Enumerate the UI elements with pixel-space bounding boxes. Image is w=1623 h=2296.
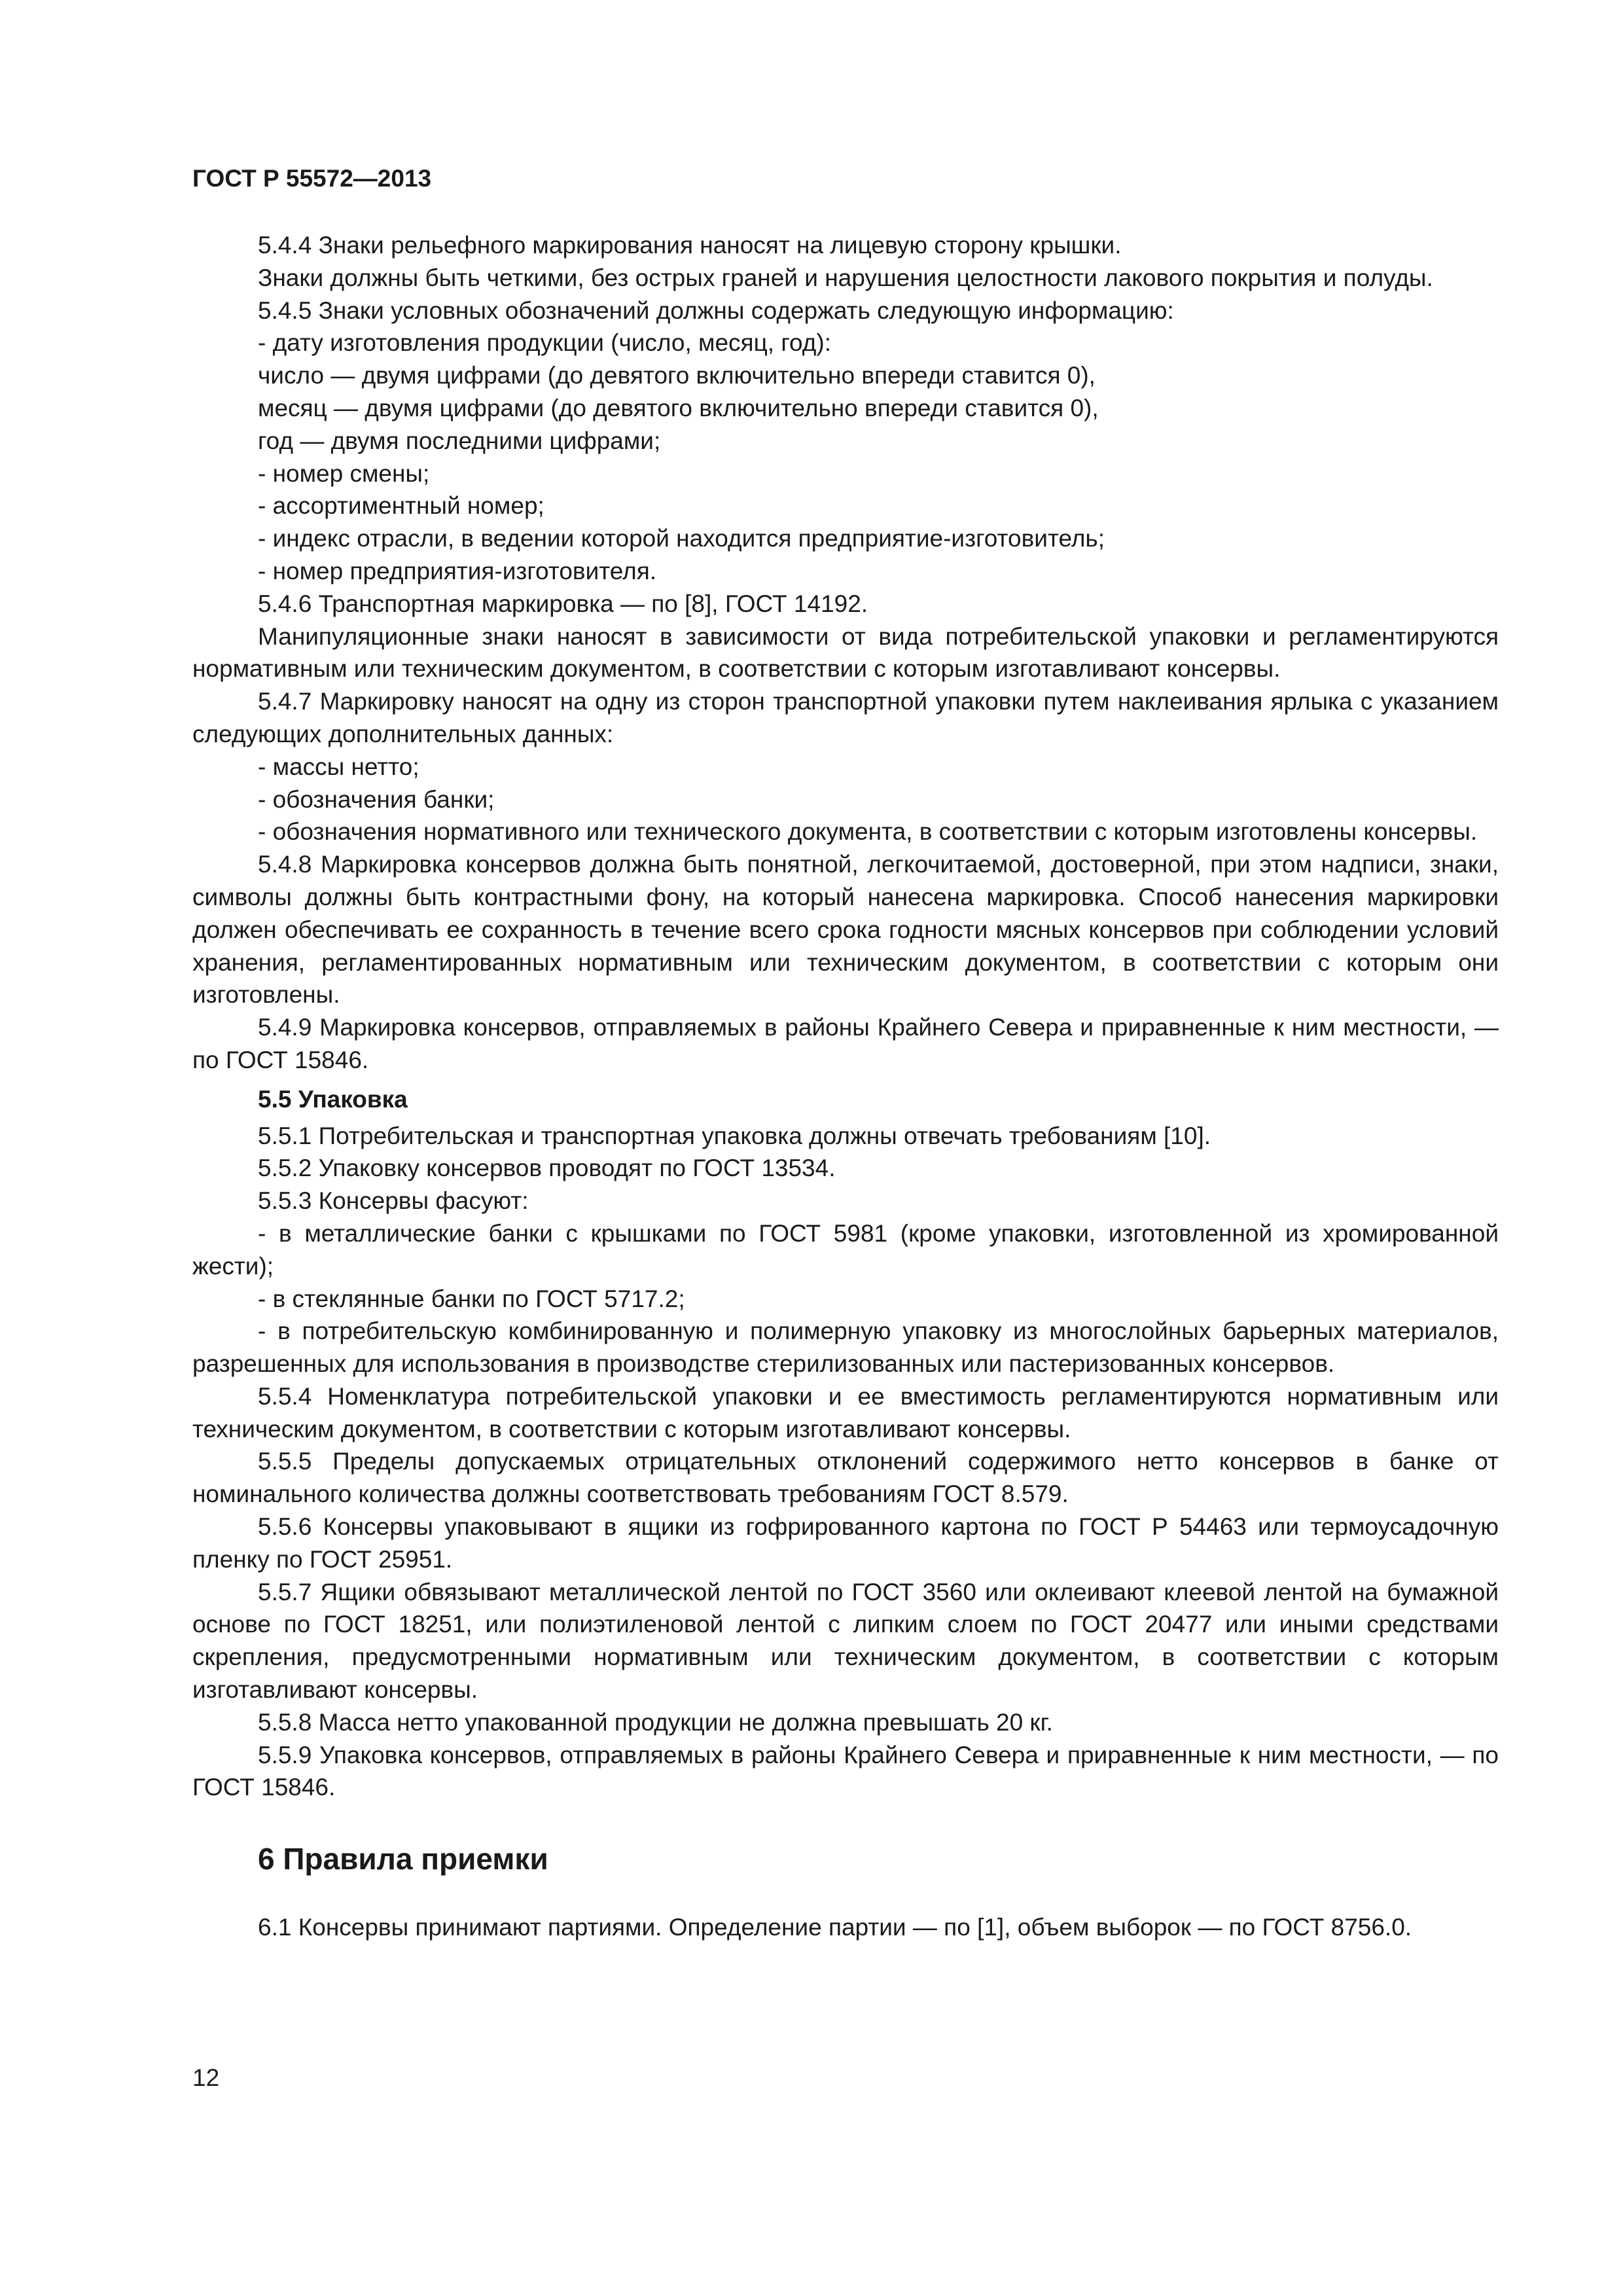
page-number: 12 (192, 2064, 220, 2091)
list-item: - номер предприятия-изготовителя. (258, 557, 657, 584)
paragraph-5-5-4: 5.5.4 Номенклатура потребительской упаковки и ее вместимость регламентируются нормативным или техническим документом, в соответствии с которым изготавливают консервы. (192, 1382, 1499, 1443)
paragraph-5-5-1: 5.5.1 Потребительская и транспортная упаковка должны отвечать требованиям [10]. (258, 1122, 1211, 1149)
document-body (192, 229, 1499, 1944)
paragraph-5-4-6: 5.4.6 Транспортная маркировка — по [8], ГОСТ 14192. (258, 590, 868, 617)
paragraph: Манипуляционные знаки наносят в зависимости от вида потребительской упаковки и регламентируются нормативным или техническим документом, в соответствии с которым изготавливают консервы. (192, 622, 1499, 683)
subsection-heading-5-5: 5.5 Упаковка (258, 1085, 408, 1113)
list-item: - обозначения банки; (258, 785, 495, 813)
list-item: - дату изготовления продукции (число, месяц, год): (258, 329, 831, 357)
list-item: месяц — двумя цифрами (до девятого включительно впереди ставится 0), (258, 394, 1099, 422)
list-item: число — двумя цифрами (до девятого включительно впереди ставится 0), (258, 362, 1096, 389)
paragraph-5-4-9: 5.4.9 Маркировка консервов, отправляемых в районы Крайнего Севера и приравненные к ним местности, — по ГОСТ 15846. (192, 1014, 1499, 1073)
paragraph: Знаки должны быть четкими, без острых граней и нарушения целостности лакового покрытия и полуды. (258, 264, 1433, 291)
paragraph-5-5-5: 5.5.5 Пределы допускаемых отрицательных отклонений содержимого нетто консервов в банке от номинального количества должны соответствовать требованиям ГОСТ 8.579. (192, 1448, 1499, 1508)
paragraph-5-5-8: 5.5.8 Масса нетто упакованной продукции не должна превышать 20 кг. (258, 1708, 1053, 1736)
paragraph-5-5-3: 5.5.3 Консервы фасуют: (258, 1187, 529, 1215)
paragraph-5-4-8: 5.4.8 Маркировка консервов должна быть понятной, легкочитаемой, достоверной, при этом надписи, знаки, символы должны быть контрастными фону, на который нанесена маркировка. Способ нанесения маркировки должен обеспечивать ее сохранность в течение всего срока годности мясных консервов при соблюдении условий хранения, регламентированных нормативным или техническим документом, в соответствии с которым они изготовлены. (192, 851, 1499, 1009)
list-item: - массы нетто; (258, 753, 419, 780)
list-item: - номер смены; (258, 459, 430, 487)
list-item: - в стеклянные банки по ГОСТ 5717.2; (258, 1285, 685, 1312)
list-item: - ассортиментный номер; (258, 492, 544, 520)
section-heading-6: 6 Правила приемки (258, 1842, 548, 1876)
paragraph-5-4-4: 5.4.4 Знаки рельефного маркирования наносят на лицевую сторону крышки. (258, 232, 1122, 259)
paragraph-5-5-7: 5.5.7 Ящики обвязывают металлической лентой по ГОСТ 3560 или оклеивают клеевой лентой на бумажной основе по ГОСТ 18251, или полиэтиленовой лентой с липким слоем по ГОСТ 20477 или иными средствами скрепления, предусмотренными нормативным или техническим документом, в соответствии с которым изготавливают консервы. (192, 1578, 1499, 1704)
paragraph-5-5-9: 5.5.9 Упаковка консервов, отправляемых в районы Крайнего Севера и приравненные к ним местности, — по ГОСТ 15846. (192, 1741, 1499, 1801)
paragraph-5-5-6: 5.5.6 Консервы упаковывают в ящики из гофрированного картона по ГОСТ Р 54463 или термоусадочную пленку по ГОСТ 25951. (192, 1513, 1499, 1573)
paragraph-6-1: 6.1 Консервы принимают партиями. Определение партии — по [1], объем выборок — по ГОСТ 8756.0. (258, 1914, 1412, 1941)
paragraph-5-4-5: 5.4.5 Знаки условных обозначений должны содержать следующую информацию: (258, 296, 1174, 324)
list-item: - в потребительскую комбинированную и полимерную упаковку из многослойных барьерных материалов, разрешенных для использования в производстве стерилизованных или пастеризованных консервов. (192, 1318, 1499, 1378)
list-item: год — двумя последними цифрами; (258, 427, 661, 454)
paragraph-5-5-2: 5.5.2 Упаковку консервов проводят по ГОСТ 13534. (258, 1155, 836, 1182)
list-item: - индекс отрасли, в ведении которой находится предприятие-изготовитель; (258, 525, 1105, 552)
document-header: ГОСТ Р 55572—2013 (192, 165, 432, 192)
paragraph-5-4-7: 5.4.7 Маркировку наносят на одну из сторон транспортной упаковки путем наклеивания ярлыка с указанием следующих дополнительных данных: (192, 688, 1499, 747)
list-item: - в металлические банки с крышками по ГОСТ 5981 (кроме упаковки, изготовленной из хромированной жести); (192, 1219, 1499, 1280)
list-item: - обозначения нормативного или технического документа, в соответствии с которым изготовлены консервы. (258, 818, 1478, 846)
